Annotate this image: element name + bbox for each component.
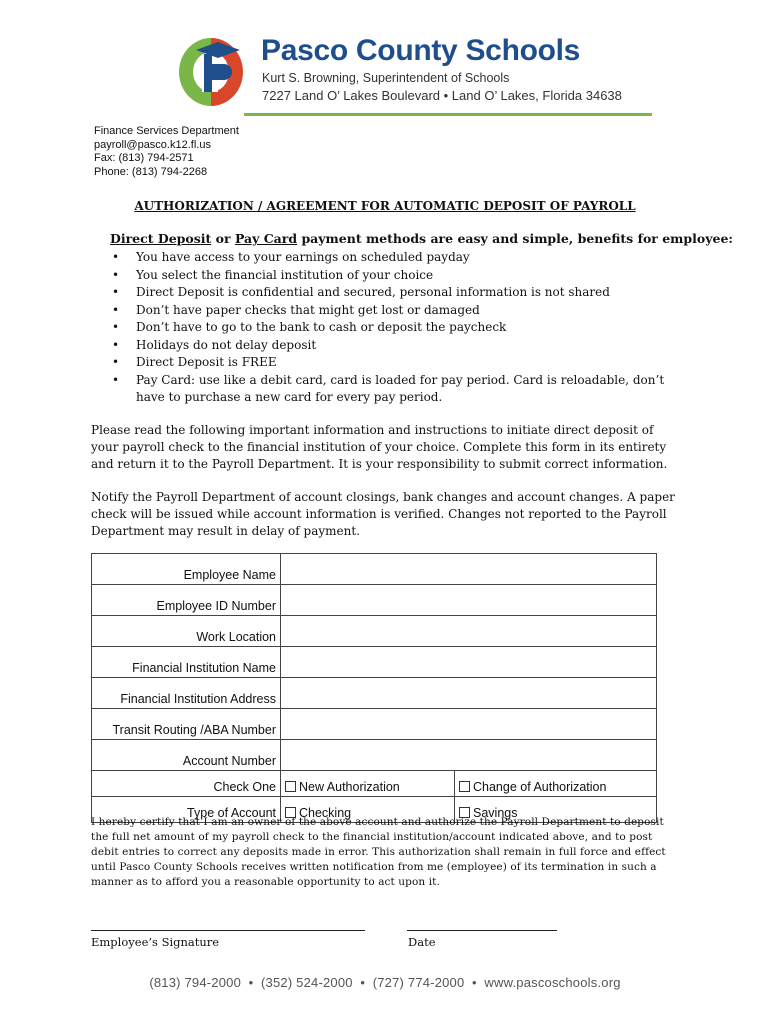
org-name: Pasco County Schools (261, 34, 581, 67)
checkbox-icon[interactable] (285, 781, 296, 792)
date-line[interactable] (407, 930, 557, 931)
list-item: • Holidays do not delay deposit (110, 337, 680, 355)
signature-label: Employee’s Signature (91, 935, 220, 949)
list-item: • You select the financial institution of your choice (110, 267, 680, 285)
benefits-list (110, 249, 680, 407)
list-item: • Direct Deposit is FREE (110, 354, 680, 372)
field-label: Account Number (92, 740, 281, 771)
field-label: Financial Institution Address (92, 678, 281, 709)
pasco-logo-icon (176, 34, 246, 106)
contact-email: payroll@pasco.k12.fl.us (94, 138, 211, 151)
contact-block (94, 125, 239, 179)
instructions-paragraph: Please read the following important information and instructions to initiate direct deposit of your payroll check to the financial institution of your choice. Complete this form in its entirety and return it to the Payroll Department. It is your responsibility to submit correct information. (91, 423, 668, 471)
contact-fax: Fax: (813) 794-2571 (94, 152, 194, 164)
signature-line[interactable] (91, 930, 365, 931)
notify-paragraph: Notify the Payroll Department of account closings, bank changes and account changes. A paper check will be issued while account information is verified. Changes not reported to the Payroll Department may result in delay of payment. (91, 490, 675, 538)
intro-term-direct-deposit: Direct Deposit (110, 231, 212, 246)
field-label: Employee ID Number (92, 585, 281, 616)
table-row (92, 740, 657, 771)
table-row (92, 554, 657, 585)
table-row (92, 709, 657, 740)
contact-phone: Phone: (813) 794-2268 (94, 165, 208, 178)
document-title: AUTHORIZATION / AGREEMENT FOR AUTOMATIC DEPOSIT OF PAYROLL (134, 199, 636, 213)
field-label: Financial Institution Name (92, 647, 281, 678)
check-one-label: Check One (92, 771, 281, 797)
list-item: • You have access to your earnings on scheduled payday (110, 249, 680, 267)
account-type-label: Type of Account (92, 797, 281, 823)
list-item: • Don’t have to go to the bank to cash or deposit the paycheck (110, 319, 680, 337)
table-row (92, 647, 657, 678)
department-name: Finance Services Department (94, 125, 239, 137)
field-label: Work Location (92, 616, 281, 647)
checkbox-icon[interactable] (459, 781, 470, 792)
benefits-intro (110, 231, 733, 246)
routing-number-field[interactable] (281, 709, 657, 740)
option-label: New Authorization (299, 780, 400, 794)
table-row (92, 678, 657, 709)
intro-rest: payment methods are easy and simple, benefits for employee: (297, 231, 734, 246)
deposit-form-table (91, 553, 657, 823)
table-row (92, 616, 657, 647)
org-address: 7227 Land O’ Lakes Boulevard • Land O’ Lakes, Florida 34638 (262, 88, 622, 103)
table-row (92, 585, 657, 616)
change-authorization-option[interactable] (455, 771, 657, 797)
account-number-field[interactable] (281, 740, 657, 771)
table-row (92, 771, 657, 797)
option-label: Savings (473, 806, 518, 820)
intro-joiner: or (211, 231, 235, 246)
employee-name-field[interactable] (281, 554, 657, 585)
field-label: Employee Name (92, 554, 281, 585)
work-location-field[interactable] (281, 616, 657, 647)
employee-id-field[interactable] (281, 585, 657, 616)
certification-text: I hereby certify that I am an owner of the above account and authorize the Payroll Department to deposit the full net amount of my payroll check to the financial institution/account indicated above, and to post debit entries to correct any deposits made in error. This authorization shall remain in full force and effect until Pasco County Schools receives written notification from me (employee) of its termination in such a manner as to afford you a reasonable opportunity to act upon it. (91, 816, 666, 888)
date-label: Date (408, 935, 436, 949)
institution-address-field[interactable] (281, 678, 657, 709)
intro-term-pay-card: Pay Card (234, 231, 298, 246)
list-item: • Don’t have paper checks that might get lost or damaged (110, 302, 680, 320)
superintendent-line: Kurt S. Browning, Superintendent of Schools (262, 71, 510, 85)
field-label: Transit Routing /ABA Number (92, 709, 281, 740)
option-label: Checking (299, 806, 352, 820)
new-authorization-option[interactable] (281, 771, 455, 797)
footer-contacts: (813) 794-2000 • (352) 524-2000 • (727) 774-2000 • www.pascoschools.org (149, 975, 621, 990)
option-label: Change of Authorization (473, 780, 607, 794)
header-divider (244, 113, 652, 116)
list-item: • Direct Deposit is confidential and secured, personal information is not shared (110, 284, 680, 302)
institution-name-field[interactable] (281, 647, 657, 678)
list-item: • Pay Card: use like a debit card, card is loaded for pay period. Card is reloadable, don’t have to purchase a new card for every pay period. (110, 372, 680, 407)
